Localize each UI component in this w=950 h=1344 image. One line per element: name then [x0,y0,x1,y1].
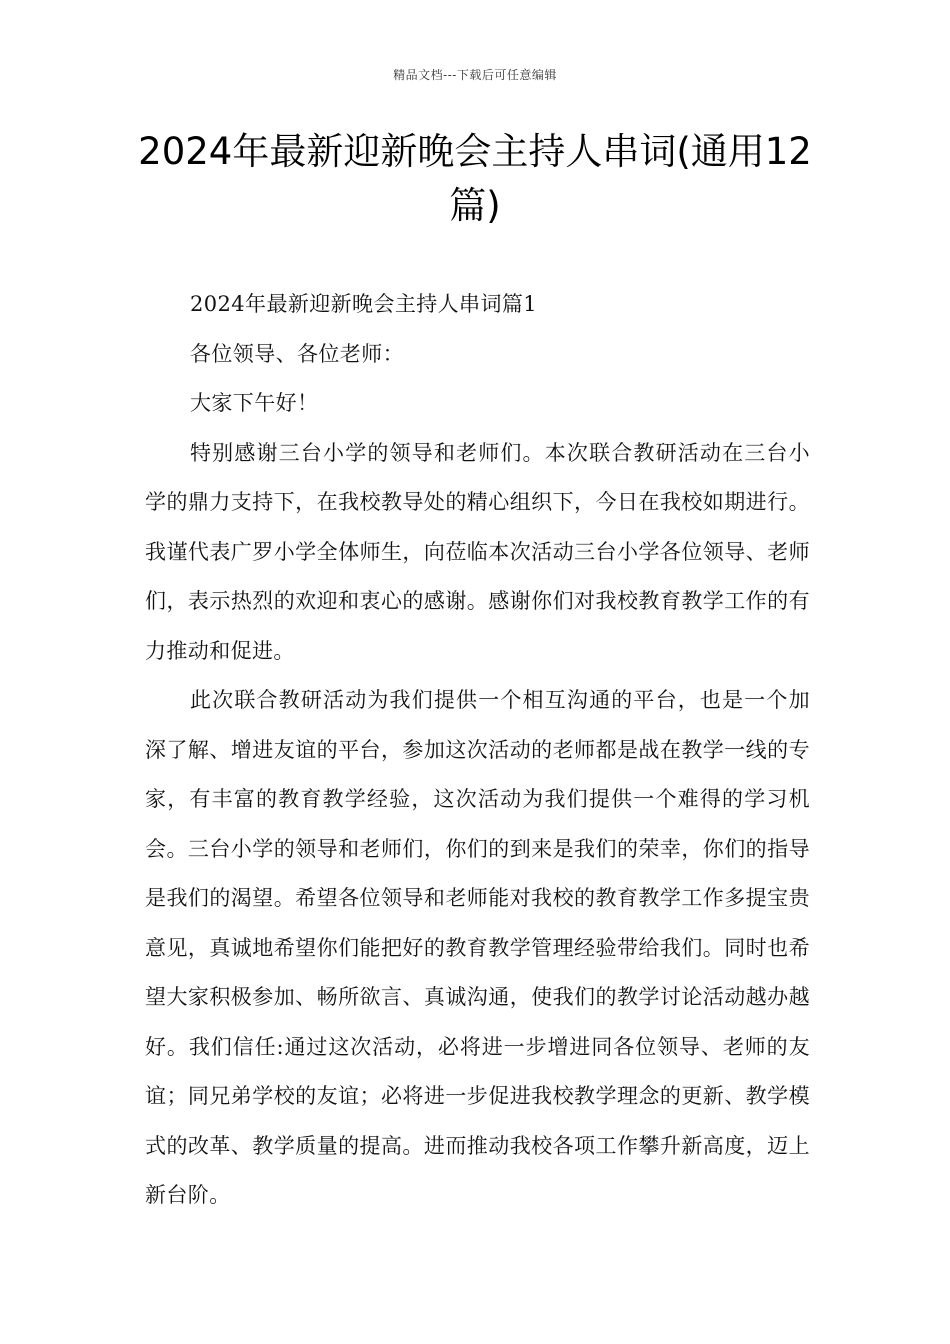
greeting-paragraph: 大家下午好！ [190,391,319,415]
body-paragraph: 此次联合教研活动为我们提供一个相互沟通的平台，也是一个加深了解、增进友谊的平台，参加这次活动的老师都是战在教学一线的专家，有丰富的教育教学经验，这次活动为我们提供一个难得的学习机会。三台小学的领导和老师们，你们的到来是我们的荣幸，你们的指导是我们的渴望。希望各位领导和老师能对我校的教育教学工作多提宝贵意见，真诚地希望你们能把好的教育教学管理经验带给我们。同时也希望大家积极参加、畅所欲言、真诚沟通，使我们的教学讨论活动越办越好。我们信任:通过这次活动，必将进一步增进同各位领导、老师的友谊；同兄弟学校的友谊；必将进一步促进我校教学理念的更新、教学模式的改革、教学质量的提高。进而推动我校各项工作攀升新高度，迈上新台阶。 [145,688,810,1207]
body-paragraph: 特别感谢三台小学的领导和老师们。本次联合教研活动在三台小学的鼎力支持下，在我校教导处的精心组织下，今日在我校如期进行。我谨代表广罗小学全体师生，向莅临本次活动三台小学各位领导、老师们，表示热烈的欢迎和衷心的感谢。感谢你们对我校教育教学工作的有力推动和促进。 [145,440,810,663]
section-heading: 2024年最新迎新晚会主持人串词篇1 [190,292,538,316]
salutation-paragraph: 各位领导、各位老师： [190,341,404,366]
header-note: 精品文档---下载后可任意编辑 [393,68,557,82]
document-body [145,280,810,1221]
document-title: 2024年最新迎新晚会主持人串词(通用12篇) [138,130,812,227]
